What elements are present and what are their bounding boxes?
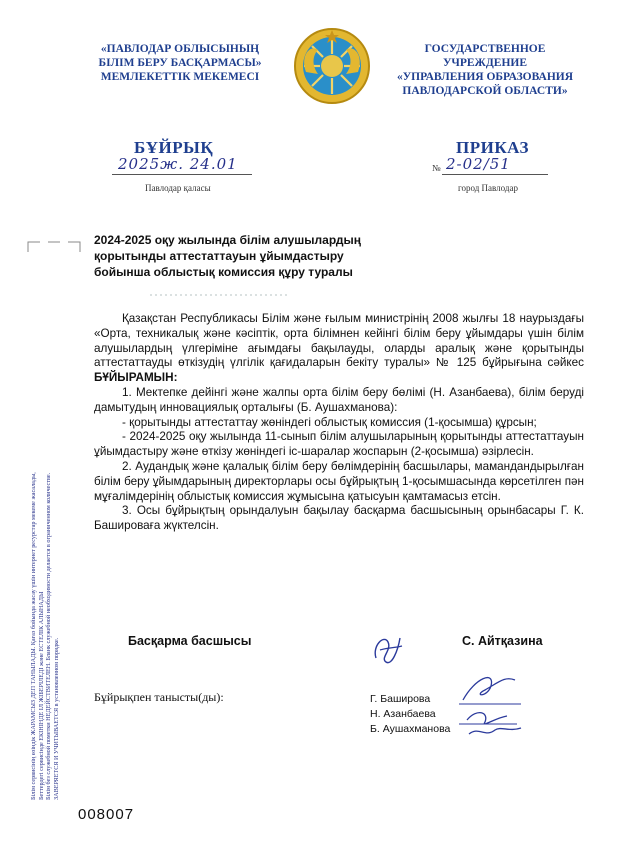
- vertical-margin-note: [30, 240, 60, 800]
- acknowledgement-signatures: [455, 668, 535, 740]
- header-right-line-1: ГОСУДАРСТВЕННОЕ УЧРЕЖДЕНИЕ: [424, 43, 546, 69]
- number-underline: [442, 174, 548, 175]
- handwritten-date: 2025ж. 24.01: [118, 155, 238, 173]
- date-underline: [112, 174, 252, 175]
- body-item-1a: - қорытынды аттестаттау жөніндегі облыстық комиссия (1-қосымша) құрсын;: [122, 415, 537, 429]
- ack-name-3: Б. Аушахманова: [370, 723, 451, 735]
- order-subject: [94, 232, 414, 280]
- header-left-line-2: БІЛІМ БЕРУ БАСҚАРМАСЫ»: [98, 57, 262, 69]
- intro-text: Қазақстан Республикасы Білім және ғылым министрінің 2008 жылғы 18 наурыздағы «Орта, техникалық және кәсіптік, орта білімнен кейінгі білім беру ұйымдары үшін білім алушылардың үлгеріміне ағымдағы бақылауды, оларды аралық және қорытынды аттестаттауды өткізудің үлгілік қағидаларын бекіту туралы» № 125 бұйрығына сәйкес: [94, 312, 584, 370]
- body-item-2: 2. Аудандық және қалалық білім беру бөлімдерінің басшылары, мамандандырылған білім беру ұйымдарының директорлары осы бұйрықтың 1-қосымшасында көрсетілген пән мұғалімдерінің облыстық комиссия жұмысына қатысуын қамтамасыз етсін.: [94, 459, 584, 503]
- city-russian: город Павлодар: [458, 183, 518, 193]
- subject-line-2: қорытынды аттестаттауын ұйымдастыру: [94, 249, 344, 263]
- number-prefix: №: [432, 163, 441, 173]
- ack-name-1: Г. Баширова: [370, 693, 431, 705]
- kazakhstan-emblem-icon: [292, 26, 372, 106]
- acknowledgement-names: [370, 692, 450, 737]
- body-item-1b: - 2024-2025 оқу жылында 11-сынып білім алушыларының қорытынды аттестаттауын ұйымдастыру және өткізу жөніндегі іс-шаралар жоспарын (2-қосымша) әзірлесін.: [94, 430, 584, 459]
- header-kazakh-institution: [80, 42, 280, 84]
- body-intro: [94, 312, 584, 386]
- faint-stamp-mark: [150, 290, 290, 300]
- city-kazakh: Павлодар қаласы: [145, 183, 211, 193]
- signatory-title: Басқарма басшысы: [128, 634, 252, 648]
- handwritten-order-number: 2-02/51: [446, 155, 511, 173]
- body-item-3: 3. Осы бұйрықтың орындалуын бақылау басқарма басшысының орынбасары Г. К. Башироваға жүктелсін.: [94, 504, 584, 533]
- margin-note-line-4: ЗАВЕРЯЕТСЯ И УЧИТЫВАЕТСЯ в установленном порядке.: [52, 637, 60, 800]
- subject-line-1: 2024-2025 оқу жылында білім алушылардың: [94, 233, 361, 247]
- header-right-line-3: ПАВЛОДАРСКОЙ ОБЛАСТИ»: [402, 85, 568, 97]
- margin-note-line-1: Білім сервисінің өзіндік ЖАРАМСЫЗ ДЕП ТАНЫЛАДЫ. Қағаз бойында жасау үшін интернет ресурстар мекеме жасалады,: [30, 472, 37, 800]
- document-serial-number: 008007: [78, 806, 135, 823]
- signatory-name: С. Айтқазина: [462, 634, 543, 648]
- acknowledgement-label: Бұйрықпен танысты(ды):: [94, 690, 224, 704]
- intro-order-word: БҰЙЫРАМЫН:: [94, 371, 178, 385]
- order-title-kazakh: БҰЙРЫҚ: [134, 138, 214, 157]
- body-item-1: 1. Мектепке дейінгі және жалпы орта білім беру бөлімі (Н. Азанбаева), білім беруді дамытудың инновациялық орталығы (Б. Аушахманова):: [94, 385, 584, 414]
- margin-note-line-2: Беттердегі сервисінде ЕКІНІНДЕ ІЛ ЖІБЕРІЛЕДІ және ЕСТЕЛІК АЛЫНАДЫ: [37, 591, 45, 800]
- ack-name-2: Н. Азанбаева: [370, 708, 436, 720]
- subject-line-3: бойынша облыстық комиссия құру туралы: [94, 265, 353, 279]
- order-body: [94, 312, 584, 534]
- header-russian-institution: [385, 42, 585, 98]
- signature-scribble: [370, 628, 406, 668]
- header-left-line-1: «ПАВЛОДАР ОБЛЫСЫНЫҢ: [100, 43, 260, 55]
- header-left-line-3: МЕМЛЕКЕТТІК МЕКЕМЕСІ: [100, 71, 260, 83]
- order-title-russian: ПРИКАЗ: [456, 138, 529, 157]
- header-right-line-2: «УПРАВЛЕНИЯ ОБРАЗОВАНИЯ: [396, 71, 574, 83]
- margin-note-line-3: Білім без служебной пометки НЕДЕЙСТВИТЕЛЕН. Бланк служебной необходимости делается в ограниченном количестве.: [45, 472, 53, 800]
